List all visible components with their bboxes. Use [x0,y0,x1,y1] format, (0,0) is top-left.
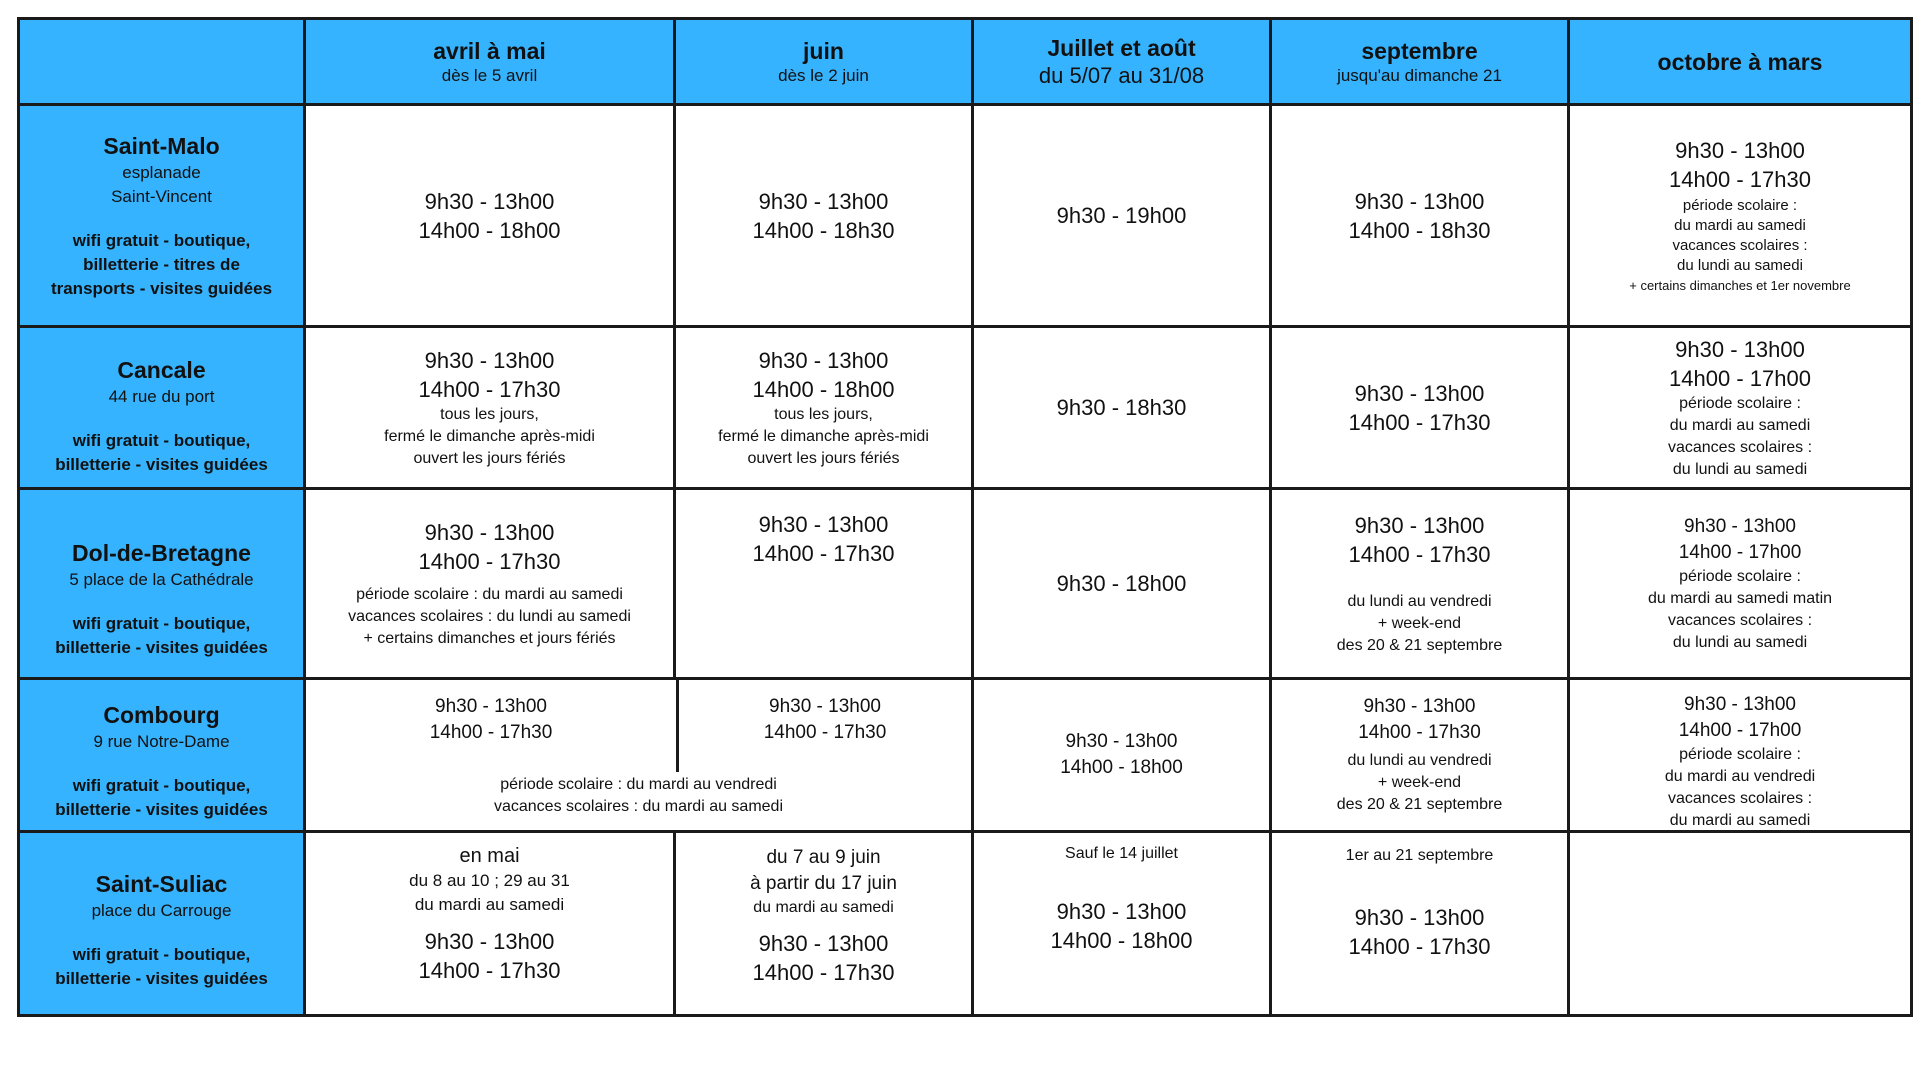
hours: 9h30 - 19h00 [1056,203,1187,228]
hours: 14h00 - 18h30 [1348,217,1491,243]
hours: 14h00 - 18h00 [418,217,561,243]
hours: 9h30 - 13h00 [1354,905,1485,930]
cell-saint-malo-avril [305,105,675,327]
column-title: Juillet et août [1047,34,1196,61]
schedule-note: du lundi au vendredi [1347,752,1492,769]
location-services: wifi gratuit - boutique, [72,613,251,633]
schedule-note: tous les jours, [774,405,873,423]
location-services: billetterie - titres de [83,254,240,274]
schedule-note: + week-end [1377,774,1462,791]
cell-dol-septembre [1271,489,1569,679]
hours: 9h30 - 13h00 [758,512,889,537]
schedule-note: période scolaire : [1679,567,1801,585]
column-subtitle: dès le 5 avril [441,65,538,85]
schedule-note: des 20 & 21 septembre [1336,636,1503,654]
header-avril-mai [305,19,675,105]
location-name: Saint-Malo [103,132,220,159]
cell-saint-malo-septembre [1271,105,1569,327]
hours: 9h30 - 13h00 [424,519,555,545]
header-juillet-aout [973,19,1271,105]
header-octobre-mars [1569,19,1912,105]
location-cell-saint-suliac [19,832,305,1016]
hours: 14h00 - 17h30 [763,722,887,743]
location-address: esplanade [122,162,201,182]
schedule-note: fermé le dimanche après-midi [384,427,595,445]
hours: 14h00 - 17h00 [1669,365,1811,391]
schedule-note: du mardi au samedi matin [1647,589,1833,607]
row-saint-malo [19,105,1912,327]
cell-cancale-septembre [1271,327,1569,489]
cell-saint-suliac-juillet [973,832,1271,1016]
hours: 14h00 - 18h30 [752,217,895,243]
schedule-note: 1er au 21 septembre [1345,847,1494,864]
hours: 9h30 - 13h00 [1684,694,1796,715]
cell-combourg-avril-juin [305,679,973,832]
schedule-note: période scolaire : [1682,196,1798,214]
schedule-note: vacances scolaires : [1667,438,1813,456]
schedule-note: + week-end [1377,614,1462,632]
hours: 9h30 - 13h00 [758,188,889,214]
hours: 9h30 - 13h00 [1354,188,1485,214]
cell-saint-suliac-juin [675,832,973,1016]
location-services: wifi gratuit - boutique, [72,230,251,250]
column-title: septembre [1361,37,1478,64]
hours: 9h30 - 13h00 [1675,336,1805,362]
hours: 14h00 - 17h30 [418,958,561,983]
location-address: 9 rue Notre-Dame [93,732,230,751]
cell-combourg-octobre [1569,679,1912,832]
hours: 14h00 - 17h30 [1358,722,1481,743]
schedule-note: Sauf le 14 juillet [1065,845,1178,862]
schedule-note: période scolaire : du mardi au samedi [356,585,623,603]
schedule-note: vacances scolaires : [1667,790,1813,807]
column-title: octobre à mars [1657,48,1823,75]
combourg-merged-wrap [306,680,971,830]
location-services: wifi gratuit - boutique, [72,944,251,964]
column-title: juin [803,37,844,64]
cell-saint-malo-juillet [973,105,1271,327]
clipped-content [1570,680,1910,828]
schedule-note: tous les jours, [440,405,539,423]
header-row [19,19,1912,105]
cell-saint-suliac-septembre [1271,832,1569,1016]
location-address: 5 place de la Cathédrale [69,569,254,589]
hours: 14h00 - 17h30 [418,376,561,402]
cell-combourg-juillet [973,679,1271,832]
schedule-note: du lundi au samedi [1672,460,1808,478]
location-services: billetterie - visites guidées [55,637,268,657]
header-juin [675,19,973,105]
cell-saint-malo-octobre [1569,105,1912,327]
hours: 9h30 - 13h00 [1363,696,1476,717]
hours: 14h00 - 17h30 [1669,166,1811,192]
period-dates: du mardi au samedi [753,899,894,916]
hours: 14h00 - 17h00 [1678,541,1802,563]
cell-dol-avril [305,489,675,679]
schedule-note: + certains dimanches et jours fériés [363,629,616,647]
hours: 14h00 - 17h30 [752,541,895,566]
schedule-note: ouvert les jours fériés [413,449,566,467]
schedule-note: ouvert les jours fériés [747,449,900,467]
row-saint-suliac [19,832,1912,1016]
schedule-note: du lundi au samedi [1672,633,1808,651]
column-subtitle: dès le 2 juin [778,65,869,85]
location-services: transports - visites guidées [50,278,273,298]
cell-dol-juin [675,489,973,679]
cell-combourg-septembre [1271,679,1569,832]
hours: 14h00 - 17h00 [1678,720,1802,741]
column-subtitle: du 5/07 au 31/08 [1038,62,1205,88]
combourg-shared-notes [306,772,971,820]
cell-dol-juillet [973,489,1271,679]
hours: 9h30 - 13h00 [424,347,555,373]
hours: 9h30 - 13h00 [1675,137,1805,163]
row-cancale [19,327,1912,489]
period-lead: en mai [459,845,520,867]
hours: 9h30 - 13h00 [1354,512,1485,538]
period-dates: du mardi au samedi [414,895,565,914]
cell-saint-suliac-octobre [1569,832,1912,1016]
hours: 9h30 - 13h00 [435,696,547,717]
period-dates: du 8 au 10 ; 29 au 31 [409,871,570,890]
hours: 9h30 - 13h00 [1056,899,1187,924]
hours: 9h30 - 18h30 [1056,395,1187,420]
location-address: Saint-Vincent [111,186,212,206]
schedule-note: des 20 & 21 septembre [1336,796,1503,813]
location-cell-saint-malo [19,105,305,327]
cell-cancale-octobre [1569,327,1912,489]
location-services: wifi gratuit - boutique, [72,430,251,450]
hours: 9h30 - 18h00 [1056,571,1187,596]
cell-cancale-juillet [973,327,1271,489]
location-services: billetterie - visites guidées [55,800,268,819]
hours: 9h30 - 13h00 [1065,731,1178,752]
hours: 14h00 - 17h30 [1348,409,1491,435]
schedule-note: du mardi au vendredi [1664,768,1816,785]
header-septembre [1271,19,1569,105]
location-address: 44 rue du port [108,386,215,406]
hours: 9h30 - 13h00 [1684,515,1796,537]
column-title: avril à mai [433,37,546,64]
row-dol-de-bretagne [19,489,1912,679]
location-name: Saint-Suliac [95,870,228,897]
location-services: billetterie - visites guidées [55,968,268,988]
location-services: wifi gratuit - boutique, [72,776,251,795]
row-combourg [19,679,1912,832]
schedule-note: vacances scolaires : [1667,611,1813,629]
schedule-note: fermé le dimanche après-midi [718,427,929,445]
cell-dol-octobre [1569,489,1912,679]
schedule-note: période scolaire : [1679,394,1801,412]
cell-cancale-avril [305,327,675,489]
schedule-note: période scolaire : [1679,746,1801,763]
schedule-footnote: + certains dimanches et 1er novembre [1629,277,1851,293]
header-empty-cell [19,19,305,105]
period-lead: à partir du 17 juin [750,873,897,894]
hours: 9h30 - 13h00 [758,931,889,956]
location-services: billetterie - visites guidées [55,454,268,474]
hours: 9h30 - 13h00 [1354,380,1485,406]
location-address: place du Carrouge [91,900,232,920]
cell-saint-malo-juin [675,105,973,327]
schedule-note: vacances scolaires : du lundi au samedi [348,607,631,625]
schedule-note: du mardi au samedi [1674,216,1806,234]
schedule-note: période scolaire : du mardi au vendredi [500,776,777,793]
hours: 14h00 - 17h30 [752,960,895,985]
hours: 14h00 - 18h00 [752,376,895,402]
schedule-note: du lundi au vendredi [1347,592,1492,610]
hours: 9h30 - 13h00 [424,188,555,214]
location-cell-cancale [19,327,305,489]
location-cell-combourg [19,679,305,832]
location-cell-dol-de-bretagne [19,489,305,679]
column-subtitle: jusqu'au dimanche 21 [1337,65,1502,85]
schedule-note: du mardi au samedi [1669,416,1811,434]
schedule-note: vacances scolaires : du mardi au samedi [493,798,784,815]
period-lead: du 7 au 9 juin [766,847,881,868]
hours: 14h00 - 18h00 [1060,757,1183,778]
hours: 9h30 - 13h00 [758,347,889,373]
hours: 14h00 - 17h30 [418,548,561,574]
hours: 14h00 - 17h30 [1348,541,1491,567]
schedule-note: vacances scolaires : [1672,236,1808,254]
hours: 9h30 - 13h00 [424,929,555,954]
opening-hours-table [17,17,1913,1017]
hours: 9h30 - 13h00 [769,696,881,717]
hours: 14h00 - 17h30 [429,722,553,743]
location-name: Dol-de-Bretagne [72,539,251,566]
location-name: Cancale [117,356,206,383]
cell-cancale-juin [675,327,973,489]
schedule-note: du lundi au samedi [1677,256,1803,274]
hours: 14h00 - 17h30 [1348,934,1491,959]
schedule-note: du mardi au samedi [1669,812,1811,828]
hours: 14h00 - 18h00 [1050,928,1193,953]
location-name: Combourg [103,702,220,728]
cell-saint-suliac-avril [305,832,675,1016]
